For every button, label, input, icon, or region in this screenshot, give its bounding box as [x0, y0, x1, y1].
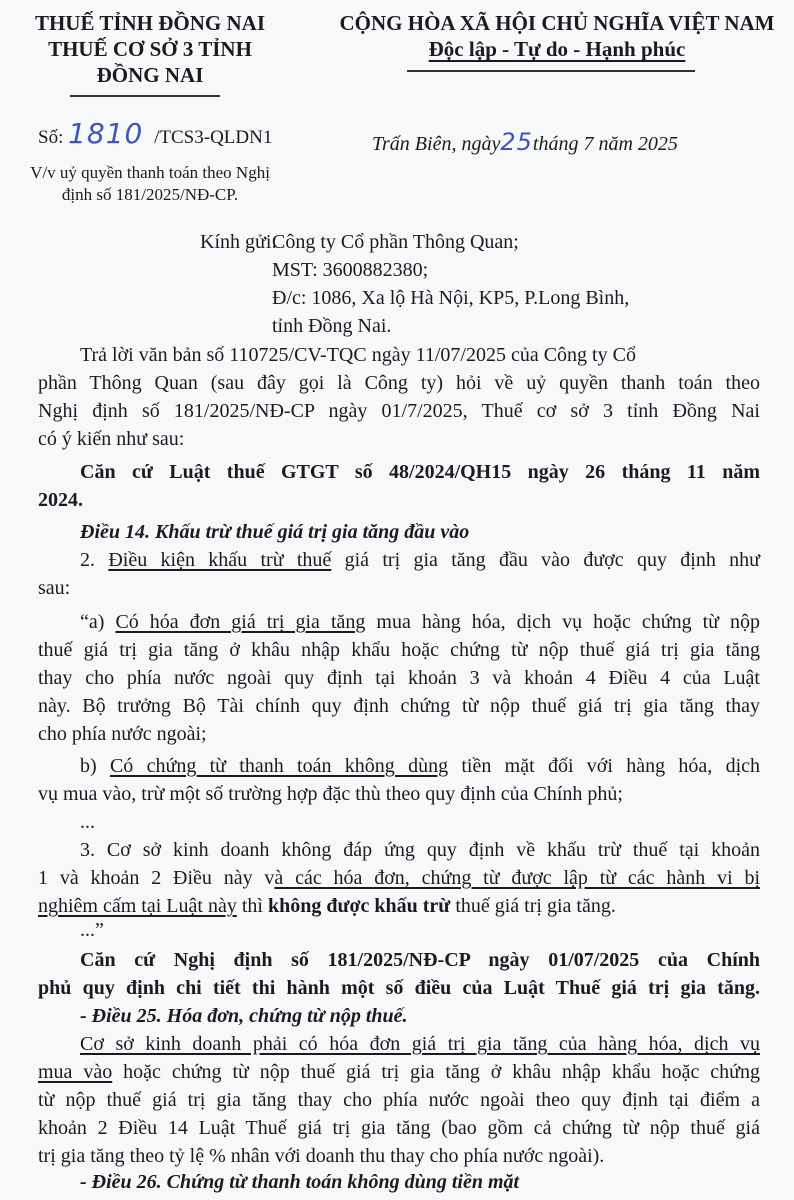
point-b-underlined: Có chứng từ thanh toán không dùng — [109, 755, 449, 777]
clause-3-line: 3. Cơ sở kinh doanh không đáp ứng quy định về khấu trừ thuế tại khoản — [80, 839, 760, 861]
intro-line: có ý kiến như sau: — [38, 428, 185, 450]
clause-2 — [80, 546, 760, 574]
article-25-text: hoặc chứng từ nộp thuế giá trị gia tăng ở khâu nhập khẩu hoặc chứng — [112, 1061, 760, 1083]
agency-line-2: THUẾ CƠ SỞ 3 TỈNH — [48, 37, 252, 61]
intro-line: Nghị định số 181/2025/NĐ-CP ngày 01/7/2025, Thuế cơ sở 3 tỉnh Đồng Nai — [38, 400, 760, 422]
agency-divider — [70, 95, 220, 97]
point-b — [80, 752, 760, 780]
recipient-label: Kính gửi: — [200, 231, 277, 253]
point-b-line: vụ mua vào, trừ một số trường hợp đặc thù theo quy định của Chính phủ; — [38, 783, 623, 805]
recipient-block — [272, 228, 629, 340]
clause-2-text: giá trị gia tăng đầu vào được quy định như — [331, 549, 760, 571]
point-a-line: cho phía nước ngoài; — [38, 723, 207, 745]
legal-basis-2: Căn cứ Nghị định số 181/2025/NĐ-CP ngày 01/07/2025 của Chính — [80, 949, 760, 971]
subject-line-2: định số 181/2025/NĐ-CP. — [61, 185, 239, 204]
clause-3-text: 1 và khoản 2 Điều này v — [38, 867, 275, 889]
clause-2-number: 2. — [80, 549, 109, 571]
recipient-line: Đ/c: 1086, Xa lộ Hà Nội, KP5, P.Long Bình, — [272, 287, 630, 309]
place-and-date — [372, 128, 678, 156]
point-a — [80, 608, 760, 636]
legal-basis-2-cont: phủ quy định chi tiết thi hành một số điều của Luật Thuế giá trị gia tăng. — [38, 977, 760, 999]
article-25-line — [38, 1058, 760, 1086]
agency-line-1: THUẾ TỈNH ĐỒNG NAI — [34, 11, 266, 35]
handwritten-doc-number: 1810 — [68, 117, 144, 150]
clause-2-underlined: Điều kiện khấu trừ thuế — [108, 549, 332, 571]
doc-number-prefix: Số: — [38, 127, 64, 148]
national-motto: Độc lập - Tự do - Hạnh phúc — [428, 37, 686, 61]
point-b-label: b) — [80, 755, 110, 777]
issuing-agency — [0, 10, 300, 88]
article-25-line: từ nộp thuế giá trị gia tăng thay cho phía nước ngoài theo quy định tại điểm a — [38, 1089, 760, 1111]
national-title — [320, 10, 794, 62]
intro-line: Trả lời văn bản số 110725/CV-TQC ngày 11/07/2025 của Công ty Cổ — [80, 344, 636, 366]
article-25-line: trị gia tăng theo tỷ lệ % nhân với doanh thu thay cho phía nước ngoài). — [38, 1145, 605, 1167]
date-prefix: Trấn Biên, ngày — [372, 133, 501, 155]
point-a-underlined: Có hóa đơn giá trị gia tăng — [115, 611, 366, 633]
article-25-title: - Điều 25. Hóa đơn, chứng từ nộp thuế. — [80, 1005, 408, 1027]
point-a-line: thay cho phía nước ngoài quy định tại khoản 3 và khoản 4 Điều 4 của Luật — [38, 667, 760, 689]
legal-basis-1: Căn cứ Luật thuế GTGT số 48/2024/QH15 ngày 26 tháng 11 năm — [80, 461, 760, 483]
article-14-title: Điều 14. Khấu trừ thuế giá trị gia tăng đầu vào — [80, 521, 470, 543]
handwritten-day: 25 — [500, 128, 533, 156]
intro-line: phần Thông Quan (sau đây gọi là Công ty) hỏi về uỷ quyền thanh toán theo — [38, 372, 760, 394]
point-a-line: này. Bộ trưởng Bộ Tài chính quy định chứng từ nộp thuế giá trị gia tăng thay — [38, 695, 760, 717]
motto-divider — [407, 70, 695, 72]
recipient-line: tỉnh Đồng Nai. — [272, 315, 392, 337]
subject-line-1: V/v uỷ quyền thanh toán theo Nghị — [30, 163, 270, 182]
document-number — [38, 117, 272, 150]
clause-3-line — [38, 864, 760, 892]
subject — [0, 162, 300, 206]
recipient-line: MST: 3600882380; — [272, 259, 429, 281]
clause-3-bold: không được khấu trừ — [267, 895, 451, 917]
clause-3-underlined: nghiêm cấm tại Luật này — [38, 895, 237, 917]
clause-3-line — [38, 892, 616, 920]
clause-3-text: thì — [236, 895, 268, 917]
agency-line-3: ĐỒNG NAI — [96, 63, 204, 87]
legal-basis-1-cont: 2024. — [38, 489, 83, 511]
country-name: CỘNG HÒA XÃ HỘI CHỦ NGHĨA VIỆT NAM — [339, 11, 775, 35]
recipient-line: Công ty Cổ phần Thông Quan; — [272, 231, 519, 253]
doc-number-suffix: /TCS3-QLDN1 — [154, 127, 273, 148]
date-suffix: tháng 7 năm 2025 — [532, 133, 678, 155]
article-26-title: - Điều 26. Chứng từ thanh toán không dùng tiền mặt — [80, 1171, 520, 1193]
clause-2-cont: sau: — [38, 577, 71, 599]
point-a-text: mua hàng hóa, dịch vụ hoặc chứng từ nộp — [365, 611, 760, 633]
ellipsis: ... — [80, 811, 95, 833]
point-a-label: “a) — [80, 611, 116, 633]
clause-3-underlined: à các hóa đơn, chứng từ được lập từ các hành vi bị — [274, 867, 760, 889]
point-b-text: tiền mặt đối với hàng hóa, dịch — [448, 755, 761, 777]
point-a-line: thuế giá trị gia tăng ở khâu nhập khẩu hoặc chứng từ nộp thuế giá trị gia tăng — [38, 639, 760, 661]
clause-3-text: thuế giá trị gia tăng. — [450, 895, 616, 917]
article-25-underlined: mua vào — [38, 1061, 113, 1083]
article-25-line: Cơ sở kinh doanh phải có hóa đơn giá trị gia tăng của hàng hóa, dịch vụ — [80, 1033, 760, 1055]
article-25-line: khoản 2 Điều 14 Luật Thuế giá trị gia tăng (bao gồm cả chứng từ nộp thuế giá — [38, 1117, 760, 1139]
ellipsis-close-quote: ...” — [80, 919, 104, 941]
